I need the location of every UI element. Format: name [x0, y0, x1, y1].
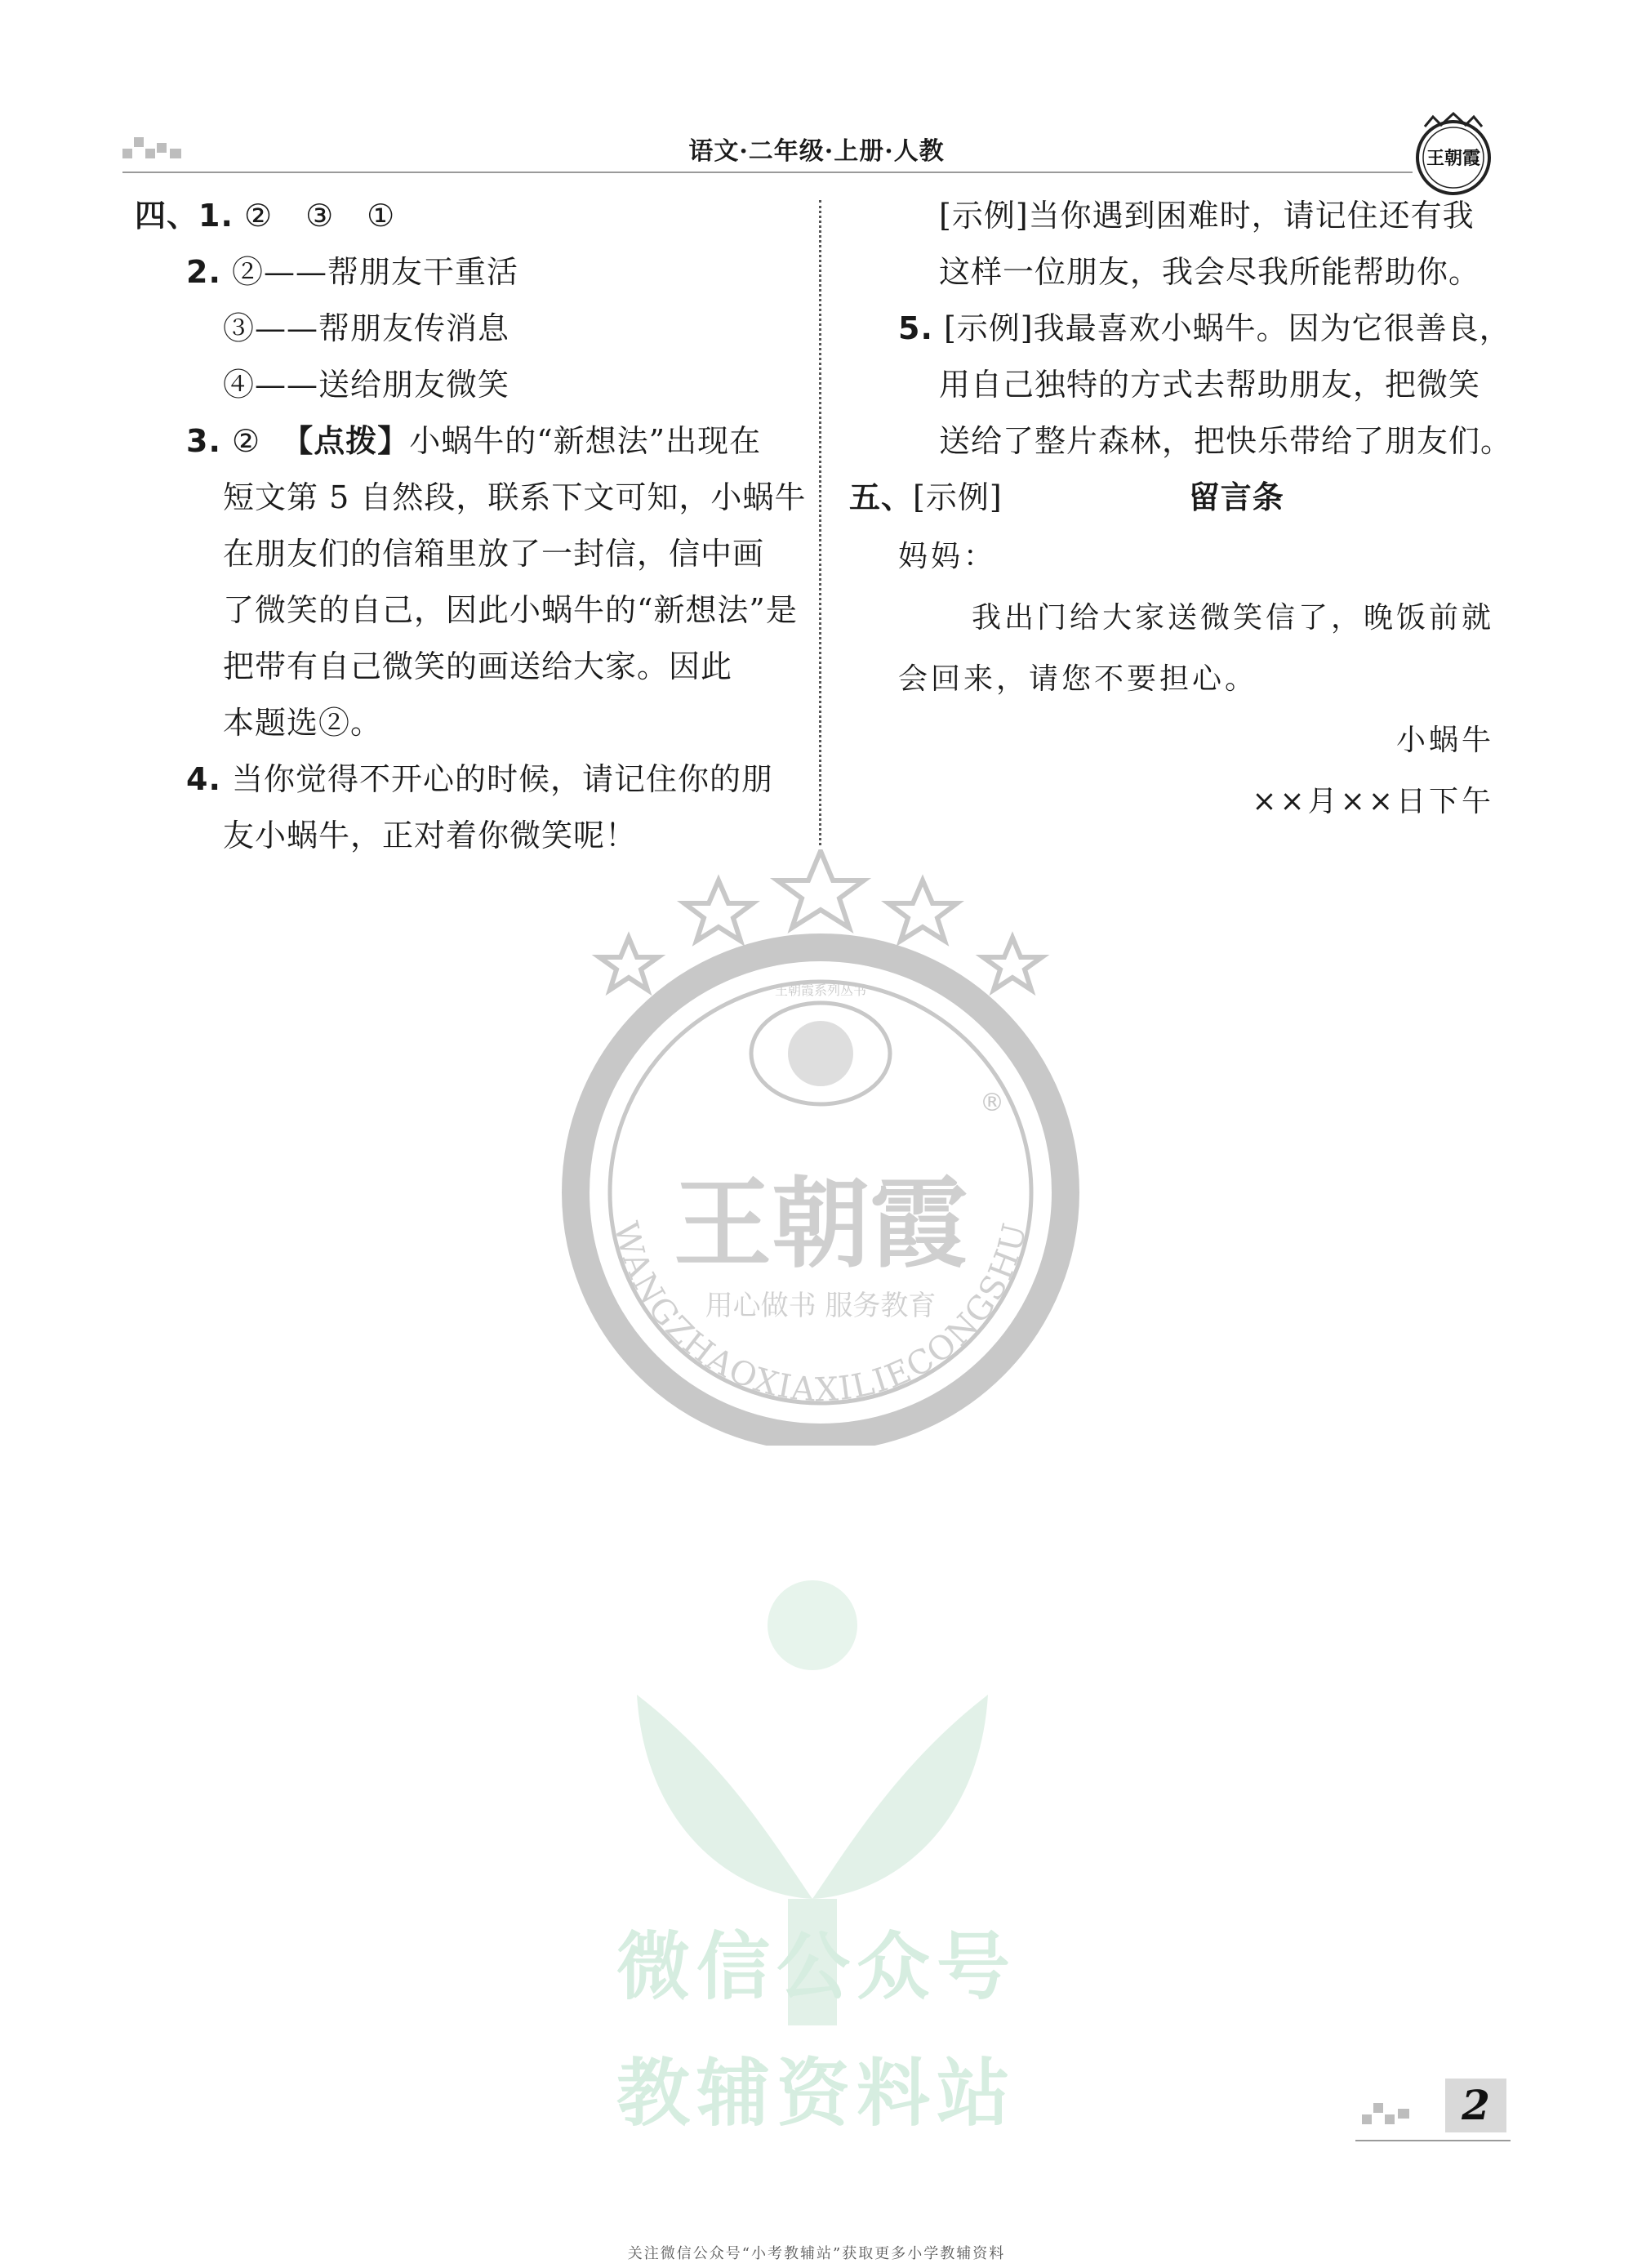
note-greeting: 妈妈： — [898, 540, 997, 573]
note-body-line: 会回来，请您不要担心。 — [898, 662, 1258, 696]
watermark-line: 教辅资料站 — [616, 2051, 1017, 2137]
publisher-logo-icon — [1408, 110, 1498, 200]
publisher-logo-text: 王朝霞 — [1426, 148, 1481, 169]
section-four-label: 四、 — [135, 198, 199, 234]
q4-4-line: 友小蜗牛，正对着你微笑呢！ — [223, 818, 638, 853]
q4-3-explanation: 在朋友们的信箱里放了一封信，信中画 — [223, 536, 765, 572]
q4-3-explanation: 把带有自己微笑的画送给大家。因此 — [223, 648, 733, 684]
q4-1-number: 1. — [198, 198, 234, 234]
q4-3-number: 3. — [186, 423, 221, 459]
q4-5-row — [849, 301, 1511, 357]
seal-name: 王朝霞 — [674, 1166, 968, 1281]
q4-5-line: [示例]我最喜欢小蜗牛。因为它很善良， — [943, 310, 1511, 346]
q4-3-explanation: 了微笑的自己，因此小蜗牛的“新想法”是 — [223, 592, 798, 628]
seal-series-text: 王朝霞系列丛书 — [774, 983, 867, 998]
section-five-example: [示例] — [913, 479, 1003, 515]
q4-2-line: ③——帮朋友传消息 — [223, 310, 510, 346]
q4-4-number: 4. — [186, 761, 221, 797]
q4-5-line: 用自己独特的方式去帮助朋友，把微笑 — [939, 367, 1481, 403]
q4-1-answer-b: ③ — [305, 198, 335, 234]
q4-3-explanation: 本题选②。 — [223, 705, 383, 741]
seal-slogan: 用心做书 服务教育 — [705, 1290, 937, 1322]
note-title: 留言条 — [1188, 479, 1284, 515]
footer-rule — [1355, 2140, 1511, 2141]
q4-1-answer-c: ① — [367, 198, 396, 234]
seal-ring-text: WANGZHAOXIAXILIECONGSHU — [606, 1218, 1035, 1410]
q4-3-row — [135, 413, 788, 470]
portrait-icon — [788, 1021, 853, 1086]
q4-4-line: 当你觉得不开心的时候，请记住你的朋 — [231, 761, 773, 797]
right-column — [849, 188, 1513, 832]
section-five-label: 五、 — [849, 479, 914, 515]
publisher-seal-watermark — [555, 849, 1086, 1446]
q4-2-row — [135, 244, 788, 301]
q4-4-example: 这样一位朋友，我会尽我所能帮助你。 — [939, 254, 1481, 290]
q4-2-number: 2. — [186, 254, 221, 290]
svg-text:®: ® — [980, 1089, 1004, 1117]
column-divider — [819, 200, 821, 845]
watermark-line: 微信公众号 — [616, 1924, 1017, 2010]
note-signature: 小蜗牛 — [1395, 724, 1494, 757]
q4-5-number: 5. — [898, 310, 933, 346]
note-date: ××月××日下午 — [1252, 785, 1494, 818]
section-five-row — [849, 470, 1502, 526]
leaf-head-icon — [768, 1580, 857, 1670]
q4-4-row — [135, 751, 788, 808]
note-body-line: 我出门给大家送微笑信了，晚饭前就 — [972, 601, 1495, 635]
q4-1-row — [135, 188, 788, 244]
header-rule — [122, 172, 1413, 173]
left-column — [135, 188, 807, 864]
q4-3-explanation: 小蜗牛的“新想法”出现在 — [409, 423, 762, 459]
q4-2-line: ④——送给朋友微笑 — [223, 367, 510, 403]
q4-2-line: ②——帮朋友干重活 — [231, 254, 518, 290]
q4-4-example: [示例]当你遇到困难时，请记住还有我 — [939, 198, 1475, 234]
footer-note: 关注微信公众号“小考教辅站”获取更多小学教辅资料 — [627, 2245, 1006, 2262]
page-number: 2 — [1445, 2079, 1506, 2132]
star-icon — [599, 851, 1042, 990]
page-header-title: 语文·二年级·上册·人教 — [688, 137, 945, 166]
q4-3-explanation: 短文第 5 自然段，联系下文可知，小蜗牛 — [223, 479, 807, 515]
q4-1-answer-a: ② — [244, 198, 274, 234]
q4-5-line: 送给了整片森林，把快乐带给了朋友们。 — [939, 423, 1513, 459]
tip-label: 【点拨】 — [282, 423, 410, 459]
q4-3-answer: ② — [231, 423, 261, 459]
